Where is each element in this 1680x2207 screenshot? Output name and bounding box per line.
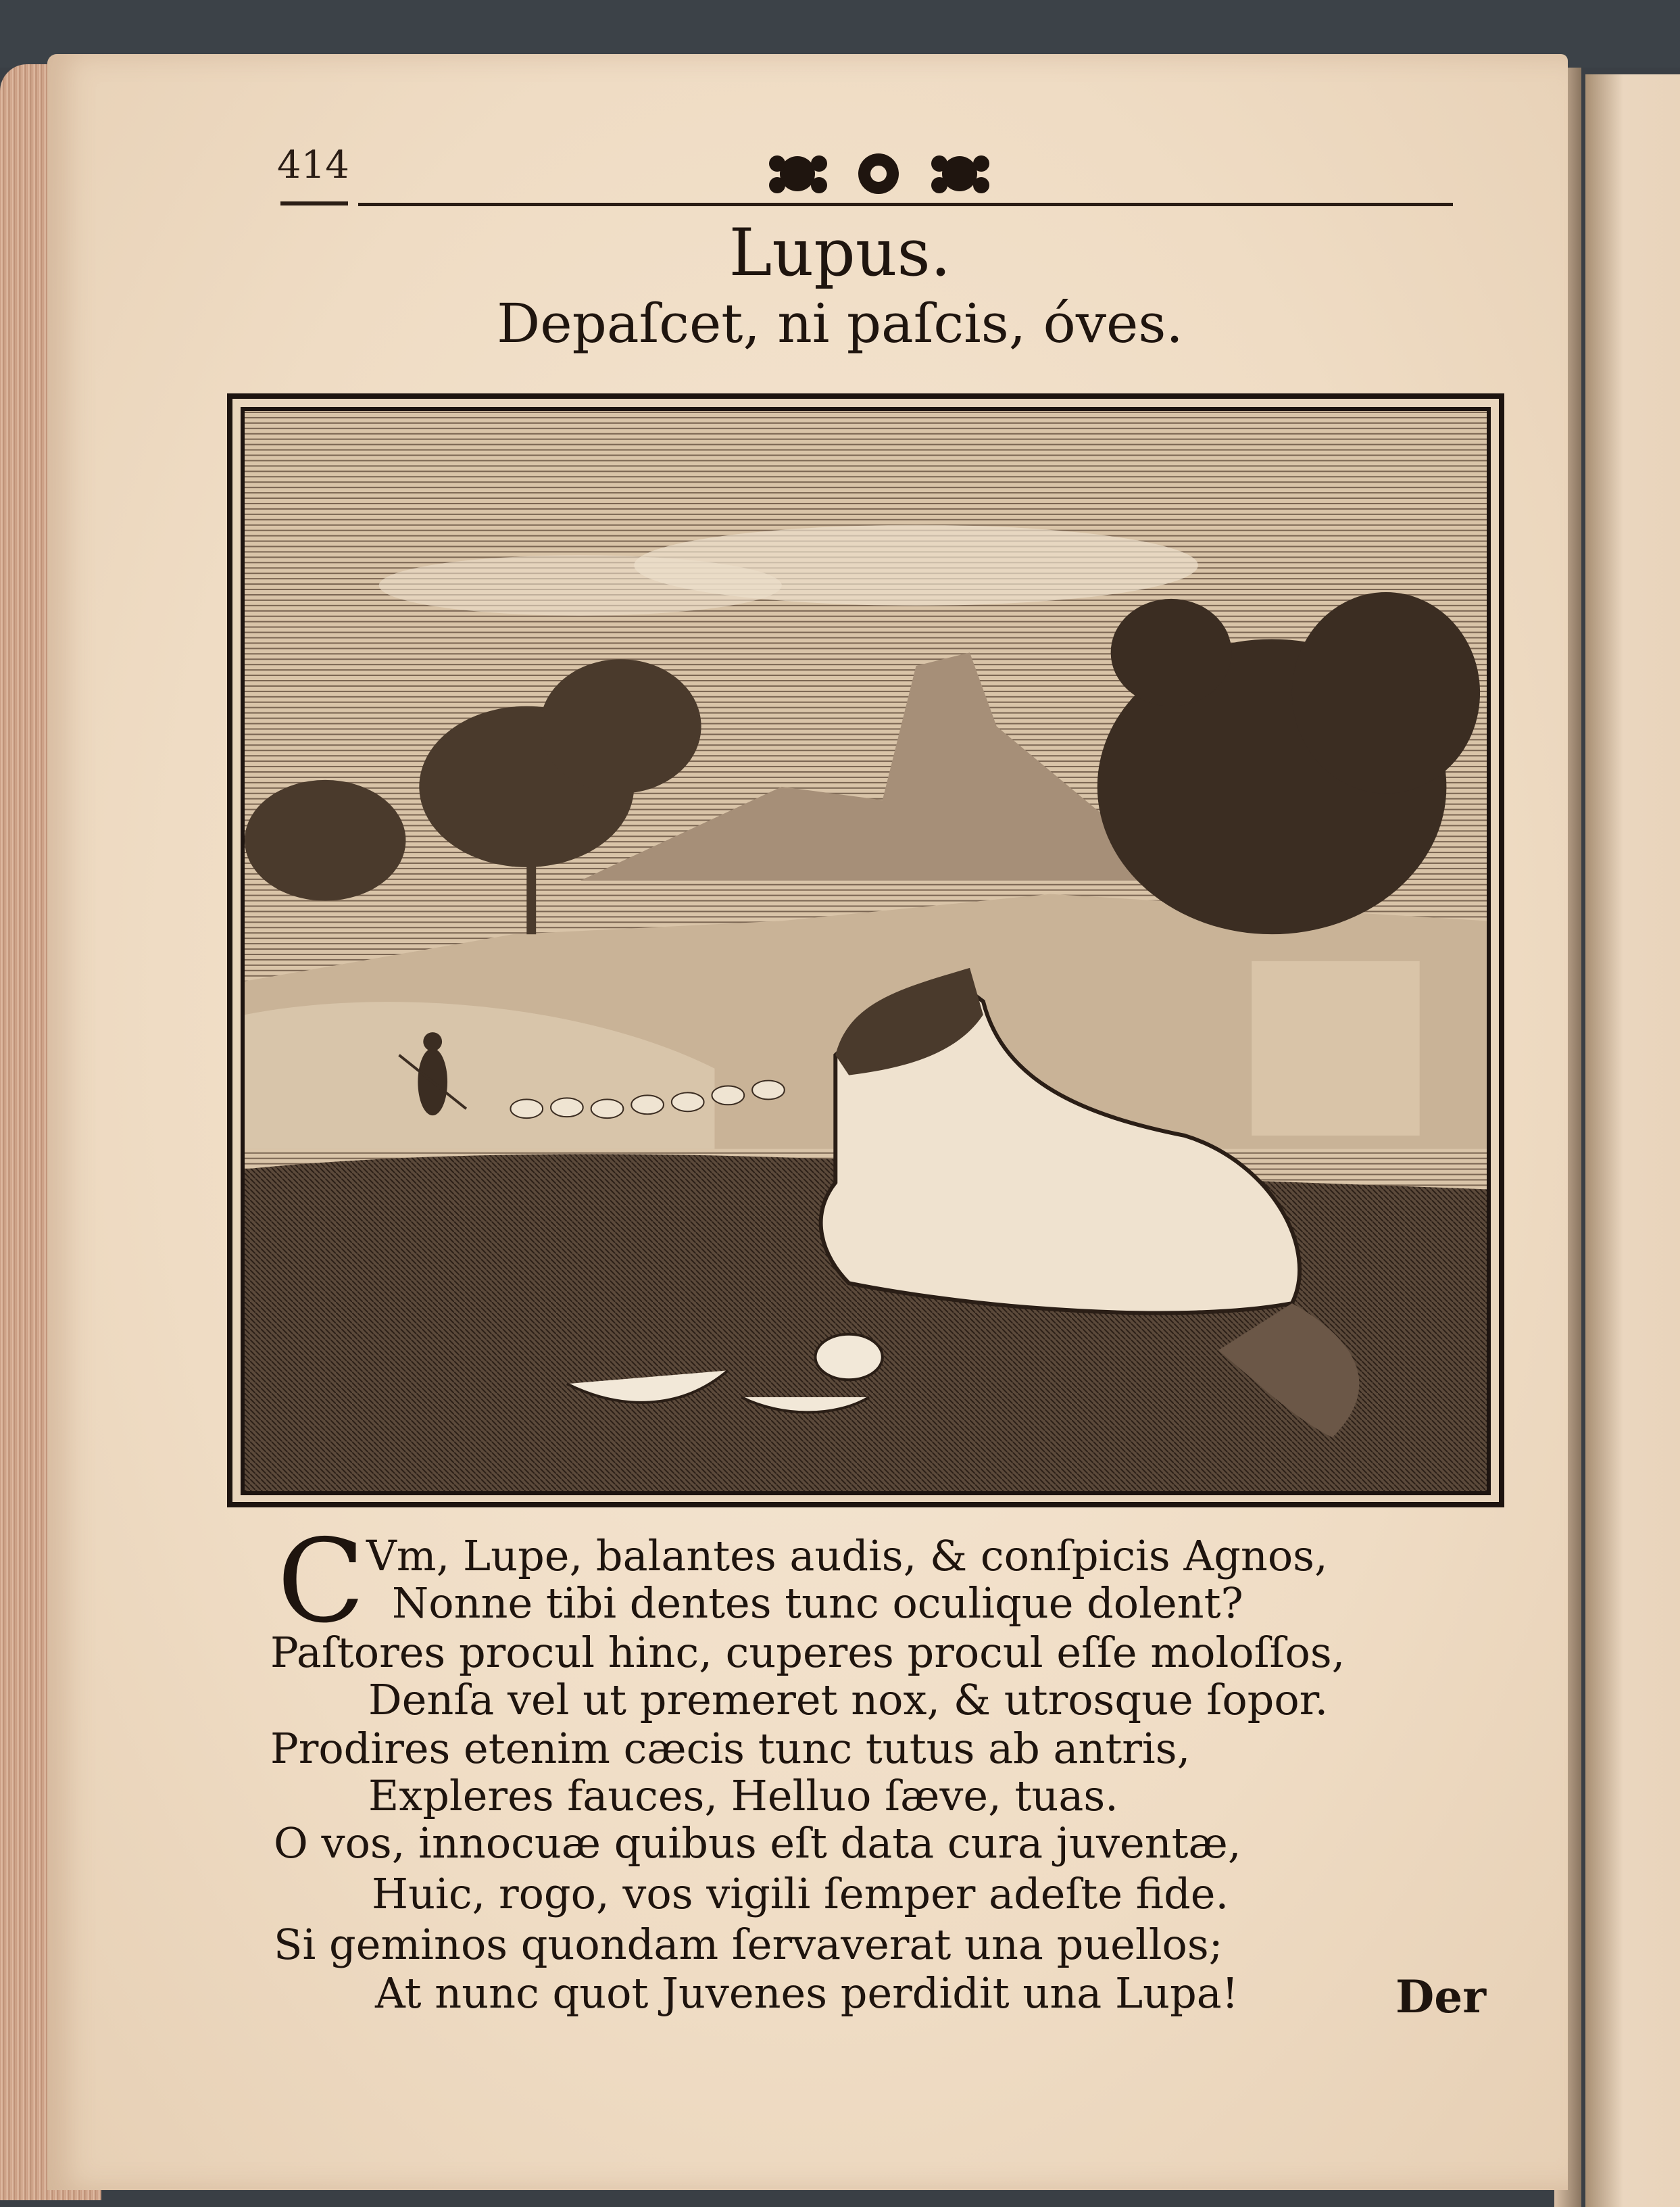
header-rule-left [280, 201, 348, 205]
drop-cap: C [277, 1515, 366, 1649]
engraving-illustration [241, 407, 1491, 1495]
poem-line: Prodires etenim cæcis tunc tutus ab antris, [270, 1724, 1191, 1773]
catchword: Der [1395, 1970, 1486, 2023]
poem-line: Expleres fauces, Helluo ſæve, tuas. [368, 1771, 1118, 1820]
poem-line: At nunc quot Juvenes perdidit una Lupa! [375, 1968, 1239, 2018]
page-number: 414 [277, 143, 349, 187]
rock [1252, 961, 1419, 1136]
emblem-title: Lupus. [728, 215, 952, 291]
poem-line: Denſa vel ut premeret nox, & utrosque ſopor. [368, 1675, 1329, 1724]
facing-page-edge [1585, 74, 1680, 2207]
poem-line: Paſtores procul hinc, cuperes procul eſſe moloſſos, [270, 1628, 1345, 1677]
poem-line: O vos, innocuæ quibus eſt data cura juventæ, [274, 1818, 1241, 1868]
emblem-motto: Depaſcet, ni paſcis, óves. [497, 292, 1183, 355]
poem-line: Huic, rogo, vos vigili ſemper adeſte fide. [372, 1869, 1229, 1918]
fleuron-ornament [757, 143, 1000, 204]
poem-line: Si geminos quondam ſervaverat una puellos; [274, 1920, 1223, 1969]
poem-line: Vm, Lupe, balantes audis, & conſpicis Agnos, [366, 1531, 1328, 1580]
poem-line: Nonne tibi dentes tunc oculique dolent? [392, 1578, 1243, 1628]
